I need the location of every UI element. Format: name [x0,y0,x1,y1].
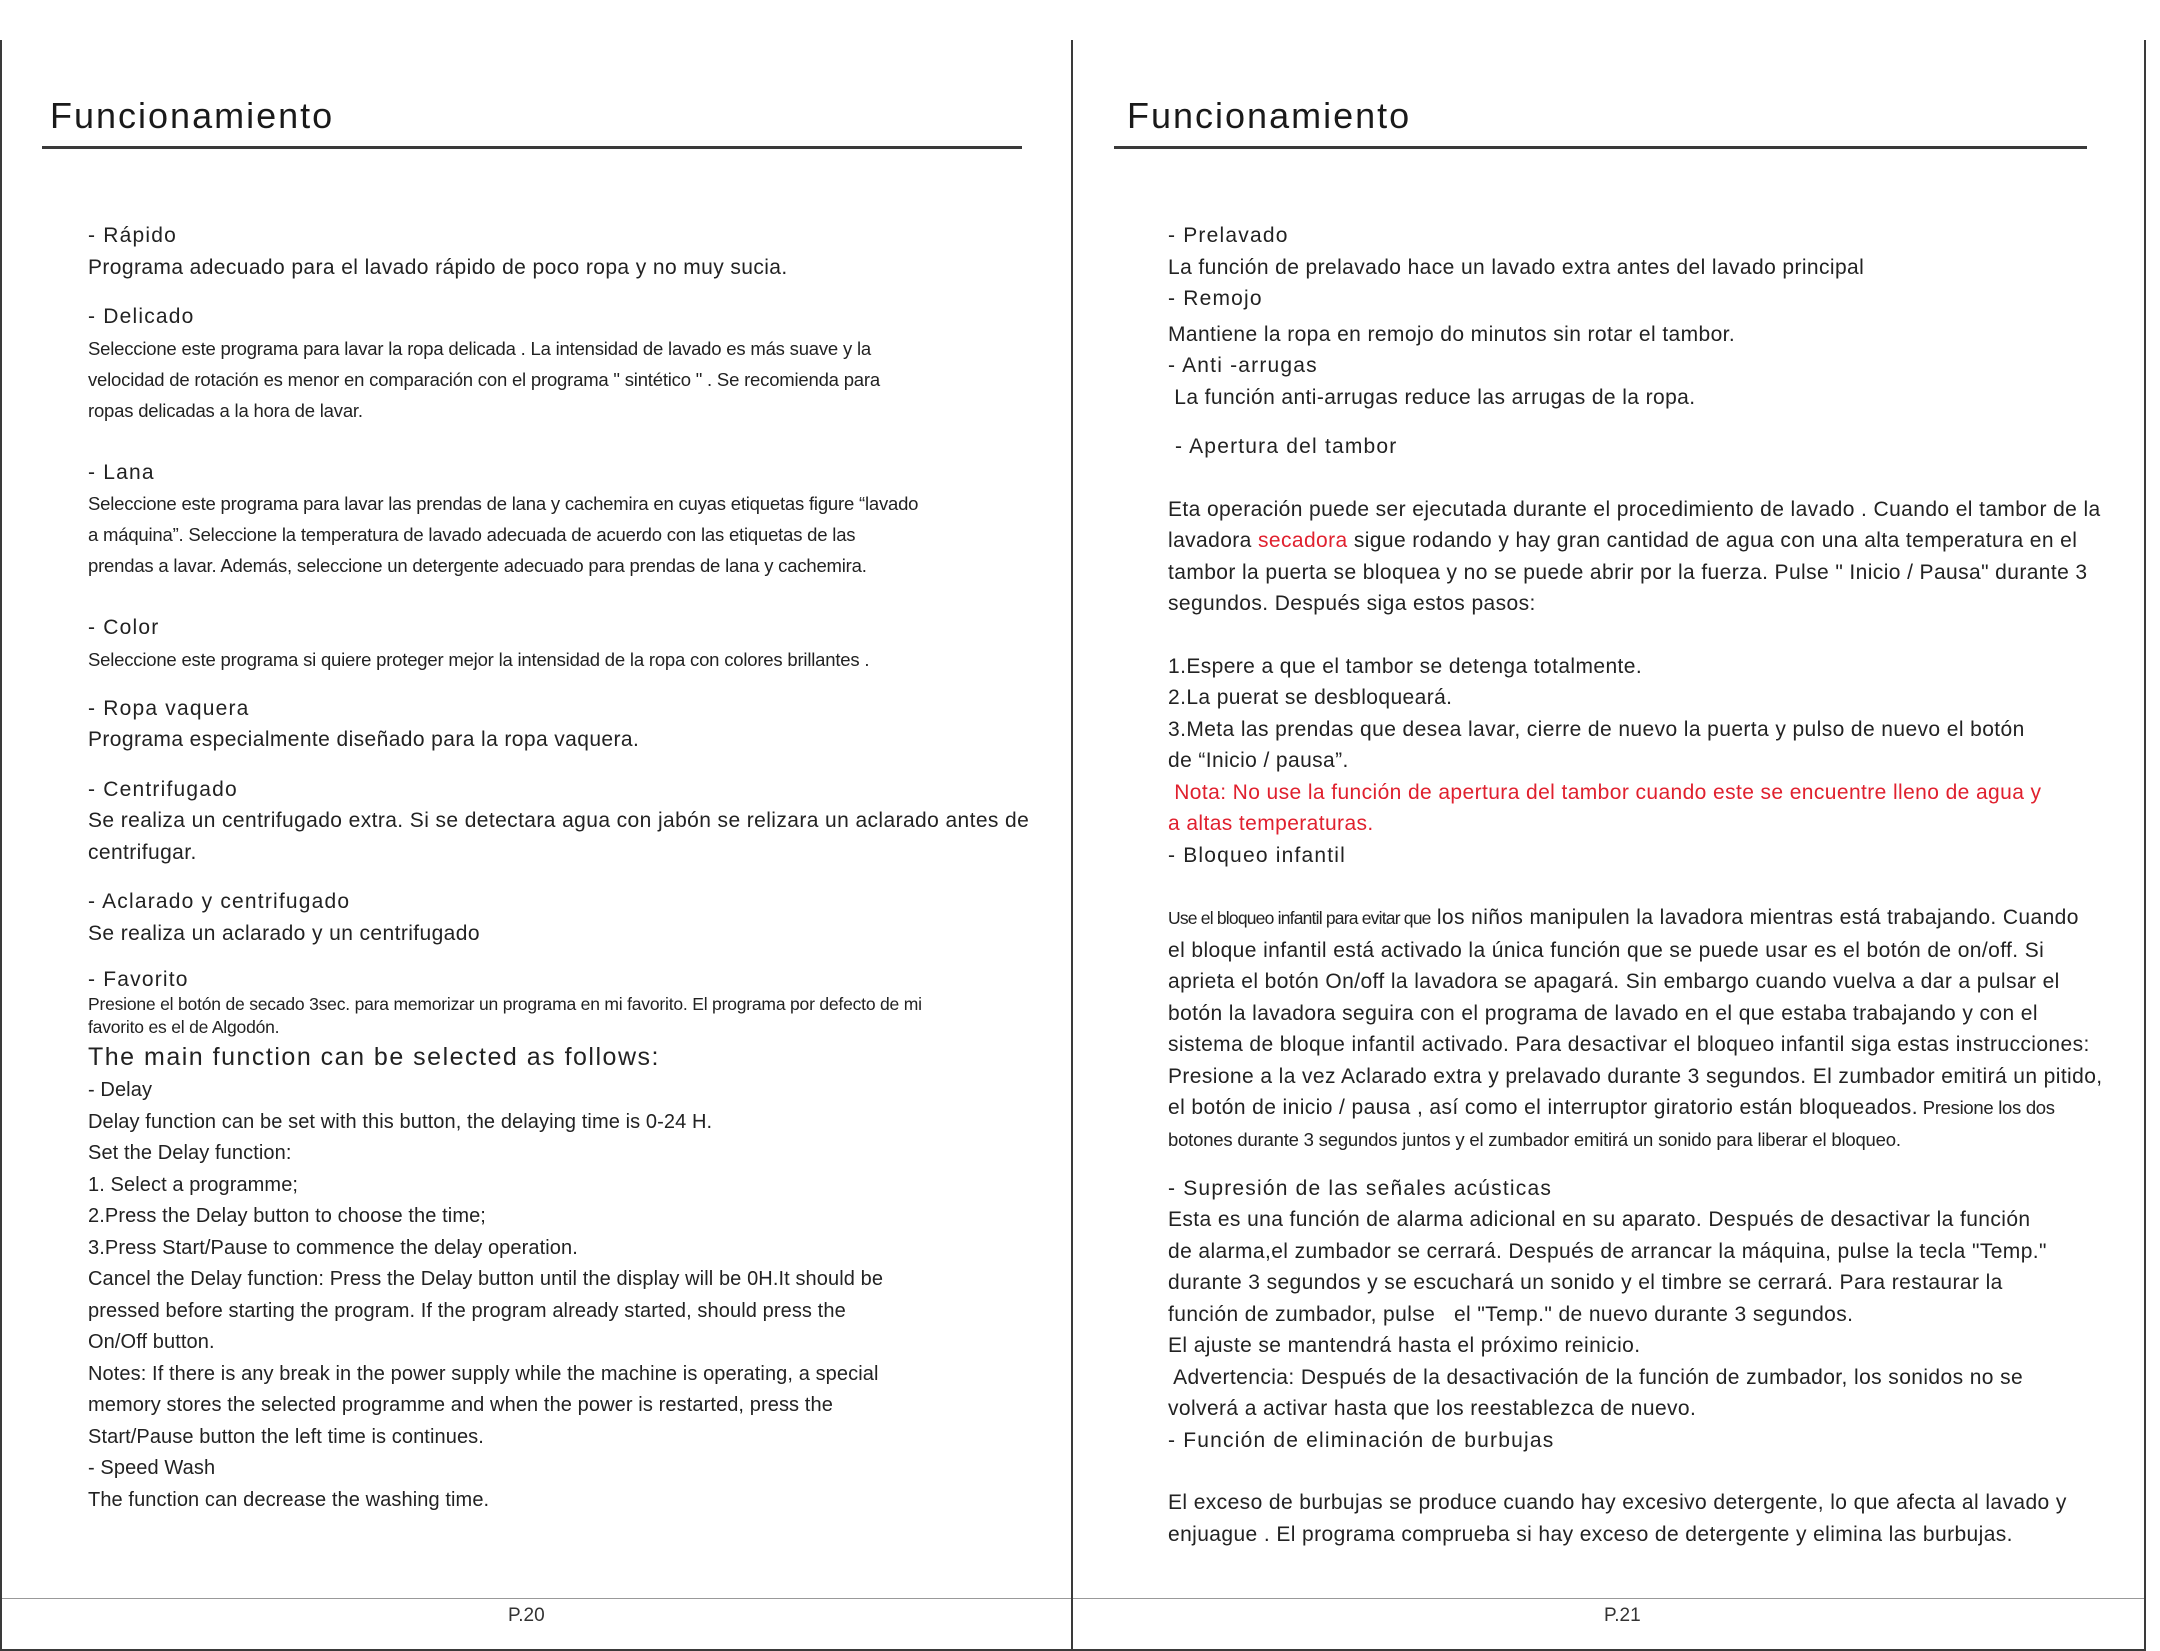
heading-burbujas: - Función de eliminación de burbujas [1168,1428,1555,1452]
text-span: Presione los dos [1917,1097,2055,1118]
left-column [88,220,1058,1516]
warning-note: Nota: No use la función de apertura del tambor cuando este se encuentre lleno de agua y [1168,780,2042,804]
section-heading-color: - Color [88,616,160,639]
english-line: Set the Delay function: [88,1142,292,1164]
text-span: lavadora [1168,529,1258,552]
text-line: Mantiene la ropa en remojo do minutos sin rotar el tambor. [1168,322,1736,346]
section-heading-delicado: - Delicado [88,305,195,328]
section-text: a máquina”. Seleccione la temperatura de lavado adecuada de acuerdo con las etiquetas de las [88,524,856,545]
text-line: botón la lavadora seguira con el programa de lavado en el que estaba trabajando y con el [1168,1001,2038,1025]
text-line: el bloque infantil está activado la única función que se puede usar es el botón de on/off. Si [1168,938,2045,962]
text-line: enjuague . El programa comprueba si hay exceso de detergente y elimina las burbujas. [1168,1522,2013,1546]
section-text: Programa especialmente diseñado para la ropa vaquera. [88,728,640,751]
text-line: El exceso de burbujas se produce cuando hay excesivo detergente, lo que afecta al lavado y [1168,1491,2067,1514]
text-line [1168,1092,2138,1124]
english-line: Delay function can be set with this button, the delaying time is 0-24 H. [88,1110,713,1133]
section-heading-favorito: - Favorito [88,968,189,991]
step-line: 2.La puerat se desbloqueará. [1168,686,1453,709]
right-column [1168,220,2138,1550]
section-heading-aclarado: - Aclarado y centrifugado [88,890,351,913]
section-text: Seleccione este programa para lavar las prendas de lana y cachemira en cuyas etiquetas figure “lavado [88,493,919,514]
text-line: botones durante 3 segundos juntos y el zumbador emitirá un sonido para liberar el bloqueo. [1168,1128,1901,1150]
right-page-border [2144,40,2146,1650]
left-page-border [0,40,2,1650]
left-page-title: Funcionamiento [50,95,335,136]
text-line: La función de prelavado hace un lavado extra antes del lavado principal [1168,255,1865,279]
heading-apertura: - Apertura del tambor [1168,435,1398,458]
section-text: Seleccione este programa para lavar la ropa delicada . La intensidad de lavado es más suave y la [88,337,871,359]
left-title-underline [42,146,1022,149]
section-text: Se realiza un aclarado y un centrifugado [88,921,480,945]
left-page-number: P.20 [508,1605,545,1626]
text-line: segundos. Después siga estos pasos: [1168,592,1536,615]
heading-remojo: - Remojo [1168,287,1263,310]
text-line: aprieta el botón On/off la lavadora se apagará. Sin embargo cuando vuelva a dar a pulsar el [1168,970,2060,993]
text-line: tambor la puerta se bloquea y no se puede abrir por la fuerza. Pulse " Inicio / Pausa" durante 3 [1168,560,2088,584]
english-line: pressed before starting the program. If the program already started, should press the [88,1299,846,1322]
text-line: volverá a activar hasta que los reestablezca de nuevo. [1168,1397,1697,1420]
text-line [1168,902,2138,935]
section-text: Seleccione este programa si quiere proteger mejor la intensidad de la ropa con colores brillantes . [88,648,870,670]
english-line: 3.Press Start/Pause to commence the delay operation. [88,1236,578,1259]
english-line: Notes: If there is any break in the power supply while the machine is operating, a special [88,1362,879,1385]
section-text: velocidad de rotación es menor en comparación con el programa " sintético " . Se recomienda para [88,368,880,390]
english-line: memory stores the selected programme and when the power is restarted, press the [88,1394,833,1416]
text-line: Eta operación puede ser ejecutada durante el procedimiento de lavado . Cuando el tambor de la [1168,497,2101,521]
highlight-secadora: secadora [1258,529,1348,552]
step-line: de “Inicio / pausa”. [1168,749,1349,772]
section-text: favorito es el de Algodón. [88,1017,280,1037]
text-line: Advertencia: Después de la desactivación de la función de zumbador, los sonidos no se [1168,1365,2024,1389]
section-heading-lana: - Lana [88,460,155,484]
english-line: On/Off button. [88,1331,215,1353]
page-divider [1071,40,1073,1650]
english-line: Start/Pause button the left time is continues. [88,1425,484,1448]
heading-anti-arrugas: - Anti -arrugas [1168,354,1318,377]
section-text: centrifugar. [88,840,197,864]
english-line: 1. Select a programme; [88,1173,299,1196]
step-line: 1.Espere a que el tambor se detenga totalmente. [1168,654,1643,678]
english-section [88,1075,1058,1516]
heading-supresion: - Supresión de las señales acústicas [1168,1176,1553,1200]
text-line: sistema de bloque infantil activado. Para desactivar el bloqueo infantil siga estas instrucciones: [1168,1033,2090,1056]
right-page-title: Funcionamiento [1127,95,1412,136]
english-line: - Speed Wash [88,1457,216,1479]
section-text: Se realiza un centrifugado extra. Si se detectara agua con jabón se relizara un aclarado antes de [88,809,1030,832]
main-function-heading: The main function can be selected as follows: [88,1043,660,1071]
heading-bloqueo: - Bloqueo infantil [1168,843,1347,867]
step-line: 3.Meta las prendas que desea lavar, cierre de nuevo la puerta y pulso de nuevo el botón [1168,717,2025,741]
right-page-number: P.21 [1604,1605,1641,1626]
heading-prelavado: - Prelavado [1168,224,1289,247]
warning-note: a altas temperaturas. [1168,812,1374,835]
section-heading-rapido: - Rápido [88,224,177,247]
text-span: sigue rodando y hay gran cantidad de agua con una alta temperatura en el [1347,529,2078,552]
english-line: - Delay [88,1079,153,1101]
section-text: ropas delicadas a la hora de lavar. [88,399,363,421]
text-span: Use el bloqueo infantil para evitar que [1168,908,1431,928]
text-line: función de zumbador, pulse el "Temp." de nuevo durante 3 segundos. [1168,1302,1854,1326]
text-span: el botón de inicio / pausa , así como el interruptor giratorio están bloqueados. [1168,1096,1918,1119]
english-line: 2.Press the Delay button to choose the time; [88,1205,486,1227]
english-line: Cancel the Delay function: Press the Delay button until the display will be 0H.It should be [88,1268,884,1290]
left-footer-rule [2,1598,1071,1599]
text-line: durante 3 segundos y se escuchará un sonido y el timbre se cerrará. Para restaurar la [1168,1271,2003,1294]
text-span: los niños manipulen la lavadora mientras está trabajando. Cuando [1430,906,2079,929]
right-title-underline [1114,146,2087,149]
text-line [1168,525,2138,557]
section-text: Programa adecuado para el lavado rápido de poco ropa y no muy sucia. [88,255,788,279]
section-heading-centrifugado: - Centrifugado [88,777,238,801]
text-line: El ajuste se mantendrá hasta el próximo reinicio. [1168,1334,1641,1357]
section-text: Presione el botón de secado 3sec. para memorizar un programa en mi favorito. El programa por defecto de mi [88,994,922,1014]
section-heading-ropa-vaquera: - Ropa vaquera [88,696,250,720]
text-line: Esta es una función de alarma adicional en su aparato. Después de desactivar la función [1168,1208,2031,1231]
text-line: Presione a la vez Aclarado extra y prelavado durante 3 segundos. El zumbador emitirá un pitido, [1168,1064,2103,1088]
text-line: de alarma,el zumbador se cerrará. Después de arrancar la máquina, pulse la tecla "Temp." [1168,1239,2047,1263]
english-line: The function can decrease the washing time. [88,1488,490,1511]
section-text: prendas a lavar. Además, seleccione un detergente adecuado para prendas de lana y cachemira. [88,555,867,576]
right-footer-rule [1073,1598,2144,1599]
text-line: La función anti-arrugas reduce las arrugas de la ropa. [1168,385,1696,409]
